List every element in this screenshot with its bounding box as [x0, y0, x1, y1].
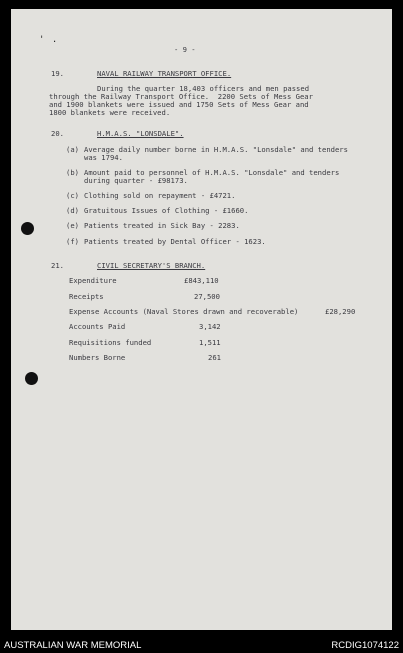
item-e-line-1: Patients treated in Sick Bay - 2283. — [84, 221, 240, 230]
item-a-line-2: was 1794. — [84, 153, 123, 162]
item-b-label: (b) — [66, 168, 79, 177]
section-19-title: NAVAL RAILWAY TRANSPORT OFFICE. — [97, 69, 232, 78]
section-19-line-1: During the quarter 18,403 officers and men passed — [97, 84, 310, 93]
page-number: - 9 - — [174, 45, 196, 54]
item-a-label: (a) — [66, 145, 79, 154]
item-d-label: (d) — [66, 206, 79, 215]
row-expense-accounts-value: £28,290 — [325, 307, 356, 316]
item-a-line-1: Average daily number borne in H.M.A.S. "Lonsdale" and tenders — [84, 145, 348, 154]
section-20-number: 20. — [51, 129, 64, 138]
row-numbers-borne-value: 261 — [208, 353, 221, 362]
item-c-line-1: Clothing sold on repayment - £4721. — [84, 191, 236, 200]
row-requisitions-label: Requisitions funded — [69, 338, 152, 347]
item-f-label: (f) — [66, 237, 79, 246]
item-f-line-1: Patients treated by Dental Officer - 1623. — [84, 237, 266, 246]
row-receipts-value: 27,500 — [194, 292, 220, 301]
row-requisitions-value: 1,511 — [199, 338, 221, 347]
archive-footer — [0, 636, 403, 653]
punch-hole — [21, 222, 34, 235]
item-b-line-1: Amount paid to personnel of H.M.A.S. "Lonsdale" and tenders — [84, 168, 340, 177]
item-c-label: (c) — [66, 191, 79, 200]
row-accounts-paid-value: 3,142 — [199, 322, 221, 331]
section-19-line-2: through the Railway Transport Office. 2200 Sets of Mess Gear — [49, 92, 313, 101]
footer-source: AUSTRALIAN WAR MEMORIAL — [4, 640, 142, 651]
row-numbers-borne-label: Numbers Borne — [69, 353, 126, 362]
section-19-line-4: 1800 blankets were received. — [49, 108, 171, 117]
row-accounts-paid-label: Accounts Paid — [69, 322, 126, 331]
punch-hole — [25, 372, 38, 385]
section-19-number: 19. — [51, 69, 64, 78]
footer-record-id: RCDIG1074122 — [331, 640, 399, 651]
section-19-line-3: and 1900 blankets were issued and 1750 Sets of Mess Gear and — [49, 100, 309, 109]
row-receipts-label: Receipts — [69, 292, 104, 301]
item-d-line-1: Gratuitous Issues of Clothing - £1660. — [84, 206, 249, 215]
section-21-number: 21. — [51, 261, 64, 270]
row-expense-accounts-label: Expense Accounts (Naval Stores drawn and recoverable) — [69, 307, 299, 316]
row-expenditure-label: Expenditure — [69, 276, 117, 285]
row-expenditure-value: £843,110 — [184, 276, 219, 285]
corner-marks: ' . — [39, 35, 59, 45]
section-21-title: CIVIL SECRETARY'S BRANCH. — [97, 261, 206, 270]
section-20-title: H.M.A.S. "LONSDALE". — [97, 129, 184, 138]
item-b-line-2: during quarter - £98173. — [84, 176, 188, 185]
item-e-label: (e) — [66, 221, 79, 230]
document-page — [11, 9, 392, 630]
